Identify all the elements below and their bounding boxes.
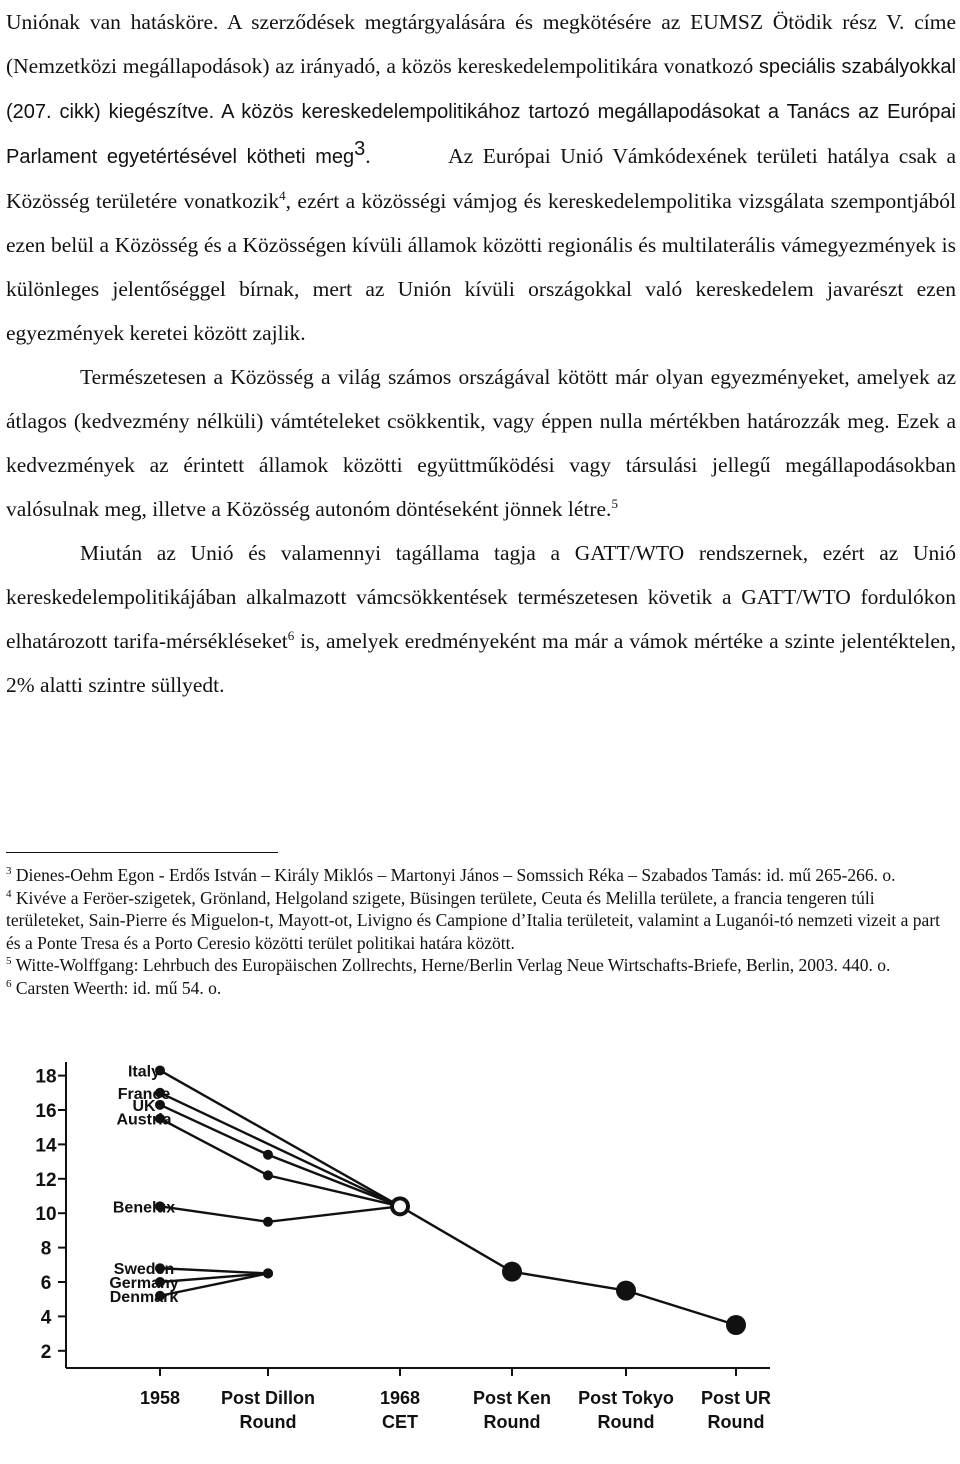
legend-label-france: France: [117, 1085, 171, 1103]
x-tick-label: Round: [239, 1412, 297, 1432]
data-point: [502, 1262, 522, 1282]
y-tick-label: 16: [35, 1101, 57, 1122]
legend-label-italy: Italy: [127, 1063, 161, 1081]
footnote-number: 6: [6, 977, 12, 990]
footnote-text: Kivéve a Feröer-szigetek, Grönland, Helgoland szigete, Büsingen területe, Ceuta és Melilla területe, a francia tengeren túli területeket, Sain-Pierre és Miguelon-t, Mayott-ot, Livigno és Campione d’Italia területeit, valamint a Luganói-tó nemzeti vizeit a part és a Ponte Tresa és a Porto Ceresio közötti terület politikai határa között.: [6, 887, 941, 953]
body-text: [6, 0, 956, 707]
legend-label-benelux: Benelux: [112, 1199, 176, 1217]
x-tick-label: Post Tokyo: [578, 1388, 674, 1408]
series-line-benelux: [160, 1206, 400, 1221]
y-tick-label: 10: [35, 1204, 57, 1226]
paragraph-4-text-b: is, amelyek eredményeként ma már a vámok mértéke a szinte jelentéktelen, 2% alatti szintre süllyedt.: [6, 629, 956, 697]
paragraph-1-end: .: [365, 144, 371, 168]
y-tick-label: 6: [40, 1273, 52, 1294]
paragraph-2-start: [6, 144, 956, 345]
data-point: [726, 1315, 746, 1335]
y-tick-label: 4: [40, 1307, 52, 1329]
paragraph-4: [6, 531, 956, 707]
footnotes: [6, 864, 956, 999]
y-tick-label: 12: [35, 1169, 57, 1191]
footnote-text: Carsten Weerth: id. mű 54. o.: [15, 977, 222, 998]
footnote-separator: [6, 852, 278, 853]
legend-label-sweden: Sweden: [113, 1261, 175, 1279]
footnote-5: [6, 954, 956, 977]
tariff-line-chart: [0, 1052, 960, 1464]
footnote-text: Dienes-Oehm Egon - Erdős István – Király Miklós – Martonyi János – Somssich Réka – Szabados Tamás: id. mű 265-266. o.: [15, 865, 896, 885]
x-tick-label: Post Ken: [472, 1388, 552, 1408]
series-line-eu-cet: [400, 1206, 736, 1325]
series-line-sweden: [160, 1268, 268, 1273]
paragraph-1-serif: Uniónak van hatásköre. A szerződések megtárgyalására és megkötésére az EUMSZ Ötödik rész V. címe (Nemzetközi megállapodások) az irányadó, a közös kereskedelempolitikára vonatkozó: [6, 10, 956, 78]
x-tick-label: 1958: [139, 1388, 181, 1408]
paragraph-1-sans: speciális szabályokkal (207. cikk) kiegészítve. A közös kereskedelempolitikához tartozó megállapodásokat a Tanács az Európai Parlament egyetértésével kötheti meg: [6, 56, 956, 168]
series-line-france: [160, 1093, 400, 1207]
footnote-text: Witte-Wolffgang: Lehrbuch des Europäischen Zollrechts, Herne/Berlin Verlag Neue Wirtschafts-Briefe, Berlin, 2003. 440. o.: [15, 955, 891, 975]
data-point: [263, 1170, 273, 1180]
footnote-number: 5: [6, 955, 12, 968]
paragraph-4-text-a: Miután az Unió és valamennyi tagállama tagja a GATT/WTO rendszernek, ezért az Unió kereskedelempolitikájában alkalmazott vámcsökkentések természetesen követik a GATT/WTO fordulókon elhatározott tarifa-mérsékléseket: [6, 541, 956, 653]
paragraph-2-text-b: , ezért a közösségi vámjog és kereskedelempolitika vizsgálata szempontjából ezen belül a Közösség és a Közösségen kívüli államok közötti regionális és multilaterális vámegyezmények is különleges jelentőséggel bírnak, mert az Unión kívüli országokkal való kereskedelem javarészt ezen egyezmények keretei között zajlik.: [6, 189, 957, 345]
paragraph-3-text: Természetesen a Közösség a világ számos országával kötött már olyan egyezményeket, amelyek az átlagos (kedvezmény nélküli) vámtételeket csökkentik, vagy éppen nulla mértékben határozzák meg. Ezek a kedvezmények az érintett államok közötti együttműködési vagy társulási jellegű megállapodásokban valósulnak meg, illetve a Közösség autonóm döntéseként jönnek létre.: [6, 365, 956, 521]
footnote-4: [6, 887, 956, 955]
y-tick-label: 18: [35, 1066, 57, 1088]
footnote-ref-6[interactable]: 6: [287, 627, 295, 643]
footnote-6: [6, 977, 956, 1000]
x-tick-label: Post Dillon: [221, 1388, 315, 1408]
paragraph-3: [6, 355, 956, 531]
x-tick-label: Post UR: [700, 1388, 772, 1408]
data-point: [263, 1268, 273, 1278]
data-point: [263, 1150, 273, 1160]
legend-label-uk: UK: [132, 1097, 156, 1115]
footnote-number: 4: [6, 887, 12, 900]
x-tick-label: Round: [597, 1412, 655, 1432]
x-tick-label: 1968: [379, 1388, 421, 1408]
paragraph-1: [6, 0, 956, 355]
footnote-number: 3: [6, 865, 12, 878]
x-tick-label: CET: [382, 1412, 418, 1432]
y-tick-label: 2: [40, 1341, 52, 1363]
paragraph-2-text-a: Az Európai Unió Vámkódexének területi hatálya csak a Közösség területére vonatkozik: [6, 144, 957, 213]
footnote-ref-5[interactable]: 5: [611, 495, 618, 511]
legend-label-germany: Germany: [109, 1275, 179, 1292]
x-tick-label: Round: [707, 1412, 765, 1432]
data-point: [263, 1217, 273, 1227]
cet-marker: [393, 1199, 407, 1213]
data-point: [616, 1281, 636, 1301]
series-line-uk: [160, 1105, 400, 1206]
legend-label-austria: Austria: [116, 1111, 172, 1129]
footnote-ref-4[interactable]: 4: [279, 187, 286, 203]
y-tick-label: 14: [35, 1135, 57, 1157]
y-tick-label: 8: [40, 1238, 52, 1260]
x-tick-label: Round: [483, 1412, 541, 1432]
legend-label-denmark: Denmark: [109, 1288, 179, 1306]
footnote-ref-3[interactable]: 3: [354, 137, 366, 160]
footnote-3: [6, 864, 956, 887]
